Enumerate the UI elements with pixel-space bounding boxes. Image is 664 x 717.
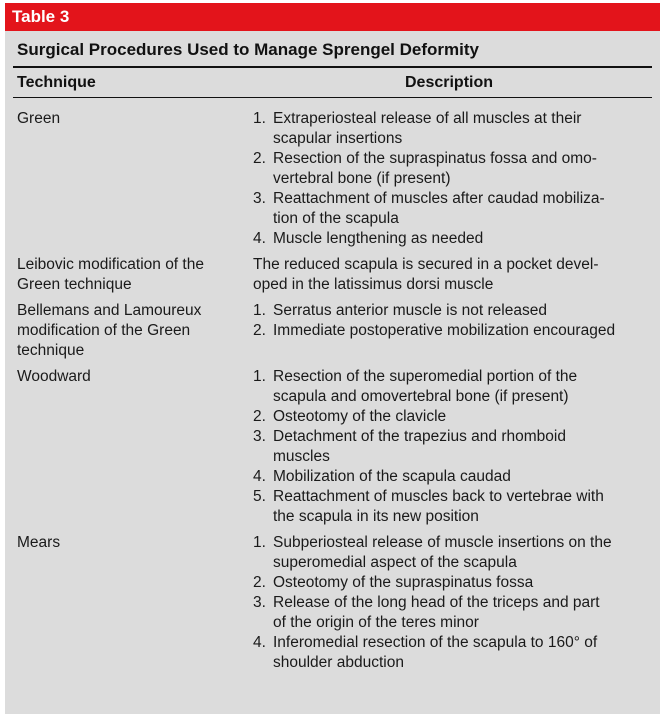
item-number: 2. xyxy=(253,574,266,591)
description-item xyxy=(253,229,648,249)
description-cell xyxy=(253,301,648,361)
technique-line: Leibovic modification of the xyxy=(17,256,204,273)
table-row xyxy=(5,367,660,527)
technique-cell xyxy=(5,301,253,361)
item-number: 4. xyxy=(253,634,266,651)
description-item xyxy=(253,149,648,189)
item-number: 3. xyxy=(253,190,266,207)
item-line: superomedial aspect of the scapula xyxy=(273,554,517,571)
technique-line: Green technique xyxy=(17,276,132,293)
item-line: Inferomedial resection of the scapula to 160° of xyxy=(273,634,598,651)
technique-cell xyxy=(5,255,253,295)
item-text xyxy=(273,149,648,189)
item-number: 3. xyxy=(253,428,266,445)
item-text xyxy=(273,367,648,407)
technique-line: Mears xyxy=(17,534,61,551)
technique-line: modification of the Green xyxy=(17,322,191,339)
item-line: muscles xyxy=(273,448,330,465)
item-line: scapular insertions xyxy=(273,130,403,147)
item-line: Muscle lengthening as needed xyxy=(273,230,484,247)
technique-line: Woodward xyxy=(17,368,91,385)
item-text xyxy=(273,321,648,341)
item-line: Osteotomy of the supraspinatus fossa xyxy=(273,574,534,591)
item-line: Subperiosteal release of muscle insertions on the xyxy=(273,534,612,551)
table-panel xyxy=(5,31,660,714)
item-line: shoulder abduction xyxy=(273,654,404,671)
title-rule xyxy=(13,66,652,68)
item-number: 1. xyxy=(253,302,266,319)
technique-cell xyxy=(5,533,253,673)
description-cell xyxy=(253,533,648,673)
item-line: Immediate postoperative mobilization encouraged xyxy=(273,322,616,339)
item-text xyxy=(273,407,648,427)
description-item xyxy=(253,189,648,229)
description-item xyxy=(253,109,648,149)
column-header-description: Description xyxy=(405,74,494,91)
description-cell xyxy=(253,255,648,295)
item-text xyxy=(273,487,648,527)
description-line: oped in the latissimus dorsi muscle xyxy=(253,276,494,293)
item-line: Serratus anterior muscle is not released xyxy=(273,302,547,319)
item-line: Extraperiosteal release of all muscles at their xyxy=(273,110,582,127)
table-body xyxy=(5,109,660,679)
description-item xyxy=(253,407,648,427)
item-line: Osteotomy of the clavicle xyxy=(273,408,447,425)
description-cell xyxy=(253,367,648,527)
item-text xyxy=(273,467,648,487)
item-text xyxy=(273,229,648,249)
table-row xyxy=(5,533,660,673)
item-line: Resection of the supraspinatus fossa and omo- xyxy=(273,150,597,167)
item-text xyxy=(273,633,648,673)
item-number: 1. xyxy=(253,368,266,385)
item-number: 3. xyxy=(253,594,266,611)
item-line: Reattachment of muscles after caudad mobiliza- xyxy=(273,190,605,207)
table-row xyxy=(5,109,660,249)
description-item xyxy=(253,633,648,673)
description-item xyxy=(253,427,648,467)
item-number: 2. xyxy=(253,322,266,339)
item-text xyxy=(273,593,648,633)
description-item xyxy=(253,367,648,407)
item-line: scapula and omovertebral bone (if present) xyxy=(273,388,569,405)
description-item xyxy=(253,321,648,341)
description-item xyxy=(253,573,648,593)
description-item xyxy=(253,467,648,487)
item-text xyxy=(273,301,648,321)
table-label: Table 3 xyxy=(5,3,660,31)
description-item xyxy=(253,301,648,321)
item-number: 1. xyxy=(253,110,266,127)
item-number: 4. xyxy=(253,468,266,485)
description-cell xyxy=(253,109,648,249)
technique-line: Bellemans and Lamoureux xyxy=(17,302,202,319)
technique-cell xyxy=(5,109,253,249)
item-line: Resection of the superomedial portion of the xyxy=(273,368,578,385)
item-text xyxy=(273,189,648,229)
item-line: vertebral bone (if present) xyxy=(273,170,451,187)
item-number: 2. xyxy=(253,408,266,425)
table-row xyxy=(5,255,660,295)
item-text xyxy=(273,427,648,467)
item-text xyxy=(273,109,648,149)
table-row xyxy=(5,301,660,361)
column-header-technique: Technique xyxy=(17,74,96,91)
item-line: Reattachment of muscles back to vertebrae with xyxy=(273,488,604,505)
description-item xyxy=(253,533,648,573)
header-rule xyxy=(13,97,652,98)
item-line: Mobilization of the scapula caudad xyxy=(273,468,511,485)
item-number: 4. xyxy=(253,230,266,247)
item-number: 5. xyxy=(253,488,266,505)
technique-line: technique xyxy=(17,342,85,359)
item-number: 2. xyxy=(253,150,266,167)
description-item xyxy=(253,593,648,633)
item-line: Release of the long head of the triceps and part xyxy=(273,594,600,611)
item-line: the scapula in its new position xyxy=(273,508,479,525)
technique-line: Green xyxy=(17,110,61,127)
item-line: Detachment of the trapezius and rhomboid xyxy=(273,428,566,445)
technique-cell xyxy=(5,367,253,527)
item-text xyxy=(273,573,648,593)
description-line: The reduced scapula is secured in a pocket devel- xyxy=(253,256,599,273)
item-number: 1. xyxy=(253,534,266,551)
description-item xyxy=(253,487,648,527)
item-line: of the origin of the teres minor xyxy=(273,614,479,631)
item-line: tion of the scapula xyxy=(273,210,399,227)
table-title: Surgical Procedures Used to Manage Sprengel Deformity xyxy=(17,40,479,59)
item-text xyxy=(273,533,648,573)
